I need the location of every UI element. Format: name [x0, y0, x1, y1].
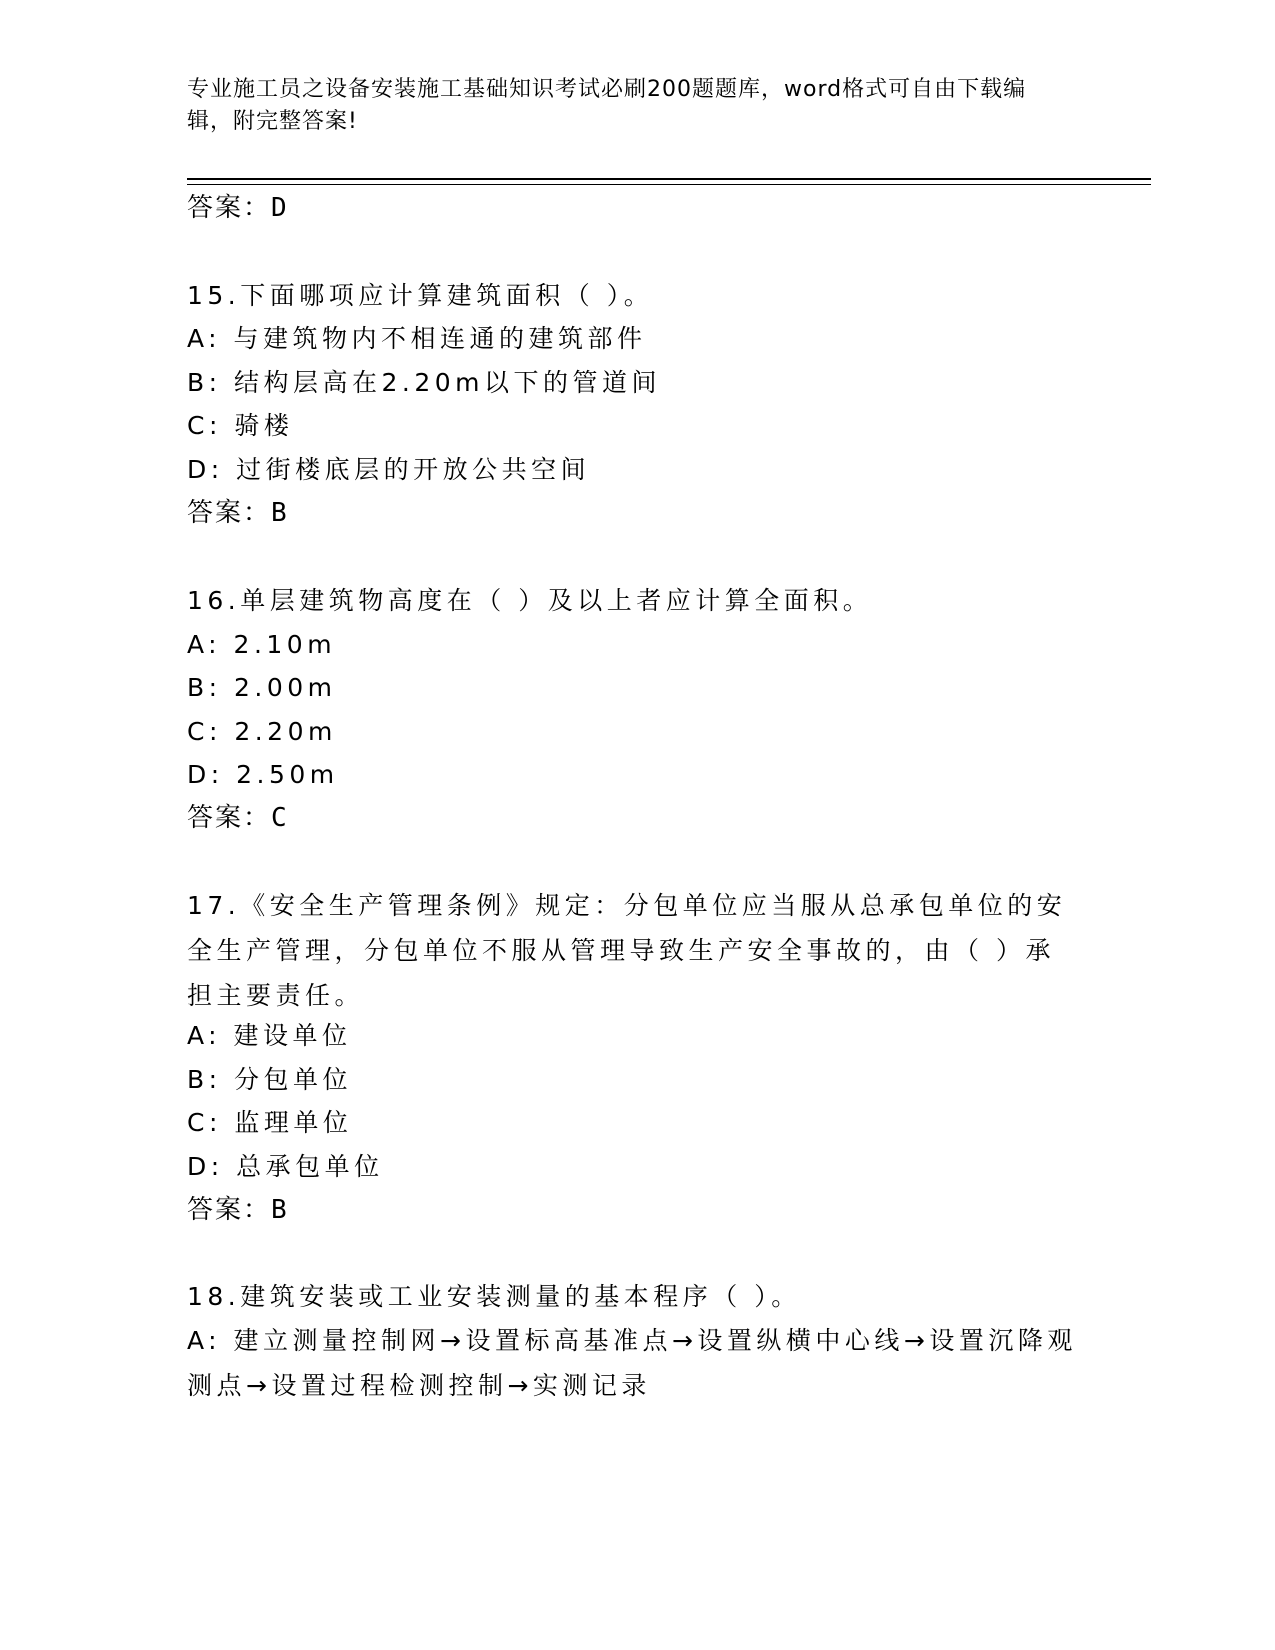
option-a: A: 建设单位 — [187, 1021, 352, 1050]
answer-value: C — [271, 803, 289, 833]
answer-label: 答案： — [187, 498, 272, 528]
option-c: C: 监理单位 — [187, 1108, 353, 1137]
option-b: B: 2.00m — [187, 673, 337, 702]
option-c: C: 骑楼 — [187, 411, 294, 440]
question-stem: 18.建筑安装或工业安装测量的基本程序（ ）。 — [187, 1282, 801, 1311]
answer-value: B — [271, 498, 289, 528]
answer-value: D — [271, 193, 289, 223]
option-a: A: 与建筑物内不相连通的建筑部件 — [187, 324, 647, 353]
answer-label: 答案： — [187, 193, 272, 223]
option-b: B: 分包单位 — [187, 1065, 353, 1094]
option-c: C: 2.20m — [187, 717, 337, 746]
answer-line — [187, 1194, 289, 1226]
answer-label: 答案： — [187, 1195, 272, 1225]
option-d: D: 过街楼底层的开放公共空间 — [187, 455, 591, 484]
option-b: B: 结构层高在2.20m以下的管道间 — [187, 368, 662, 397]
answer-line — [187, 802, 289, 834]
answer-line — [187, 497, 289, 529]
answer-label: 答案： — [187, 803, 272, 833]
option-d: D: 总承包单位 — [187, 1152, 384, 1181]
option-d: D: 2.50m — [187, 760, 339, 789]
answer-value: B — [271, 1195, 289, 1225]
question-stem: 15.下面哪项应计算建筑面积（ ）。 — [187, 281, 654, 310]
header-divider-thin — [187, 184, 1151, 185]
option-a: A: 2.10m — [187, 630, 337, 659]
header-divider-thick — [187, 178, 1151, 180]
document-header: 专业施工员之设备安装施工基础知识考试必刷200题题库，word格式可自由下载编辑，附完整答案! — [187, 77, 1027, 134]
question-stem: 17.《安全生产管理条例》规定：分包单位应当服从总承包单位的安全生产管理，分包单位不服从管理导致生产安全事故的，由（ ）承担主要责任。 — [187, 891, 1067, 1010]
option-a: A: 建立测量控制网→设置标高基准点→设置纵横中心线→设置沉降观测点→设置过程检测控制→实测记录 — [187, 1326, 1077, 1400]
question-stem: 16.单层建筑物高度在（ ）及以上者应计算全面积。 — [187, 586, 873, 615]
answer-line — [187, 192, 289, 224]
